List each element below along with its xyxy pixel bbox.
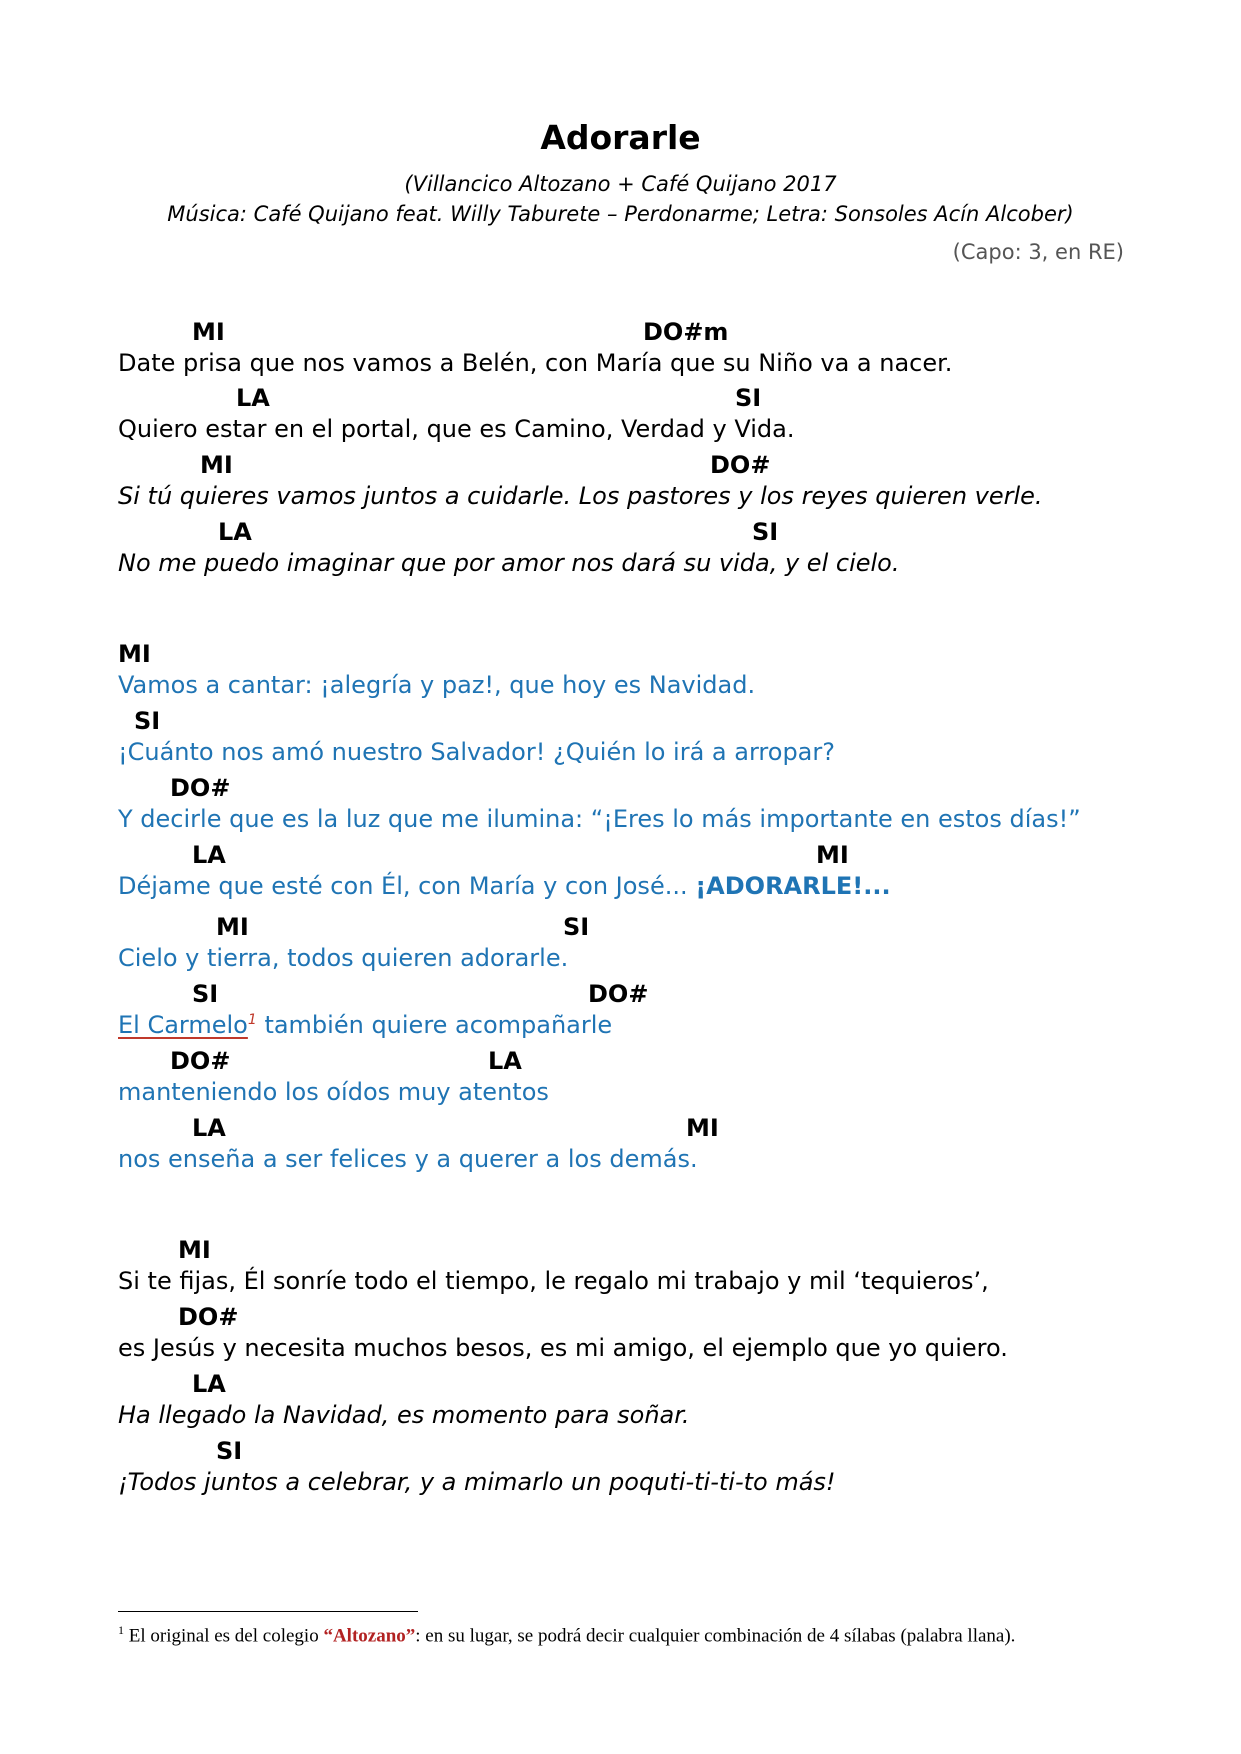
verse-2-line-1: [118, 1235, 989, 1297]
lyric-text: Déjame que esté con Él, con María y con José...: [118, 872, 688, 900]
song-title: Adorarle: [540, 118, 701, 157]
verse-2-line-2: [118, 1302, 1008, 1364]
verse-1-line-4: [118, 517, 899, 579]
chorus-line-3: [118, 773, 1081, 835]
chord: LA: [488, 1047, 522, 1075]
lyric-line: es Jesús y necesita muchos besos, es mi amigo, el ejemplo que yo quiero.: [118, 1334, 1008, 1362]
chord: MI: [816, 841, 849, 869]
chord-row: [118, 840, 891, 870]
lyric-line: Si tú quieres vamos juntos a cuidarle. Los pastores y los reyes quieren verle.: [118, 482, 1043, 510]
chorus-line-2: [118, 706, 835, 768]
chord: SI: [752, 518, 779, 546]
chorus-line-1: [118, 639, 755, 701]
lyric-line: Cielo y tierra, todos quieren adorarle.: [118, 944, 569, 972]
footnote-reference: 1: [247, 1012, 257, 1028]
chord: DO#m: [643, 318, 729, 346]
chord: MI: [178, 1236, 211, 1264]
verse-2-line-3: [118, 1369, 690, 1431]
chord-row: [118, 912, 590, 942]
chord-row: [118, 639, 755, 669]
chord: DO#: [170, 1047, 231, 1075]
chord-row: [118, 773, 1081, 803]
chord: DO#: [178, 1303, 239, 1331]
verse-1-line-1: [118, 317, 952, 379]
chord: SI: [735, 384, 762, 412]
lyric-text: también quiere acompañarle: [264, 1011, 613, 1039]
chord-row: [118, 1369, 690, 1399]
chord-row: [118, 979, 649, 1009]
chord-row: [118, 450, 1043, 480]
chord: DO#: [588, 980, 649, 1008]
chord: MI: [192, 318, 225, 346]
chord: MI: [216, 913, 249, 941]
chorus-line-8: [118, 1113, 719, 1175]
lyric-line: No me puedo imaginar que por amor nos dará su vida, y el cielo.: [118, 549, 900, 577]
chorus-line-6: [118, 979, 649, 1041]
chord: DO#: [710, 451, 771, 479]
lyric-line: manteniendo los oídos muy atentos: [118, 1078, 549, 1106]
chord: MI: [200, 451, 233, 479]
chord-row: [118, 317, 952, 347]
chord-row: [118, 1113, 719, 1143]
chord: MI: [686, 1114, 719, 1142]
lyric-line: nos enseña a ser felices y a querer a los demás.: [118, 1145, 698, 1173]
chord: LA: [192, 1370, 226, 1398]
chord: SI: [563, 913, 590, 941]
footnote-text-before: El original es del colegio: [128, 1625, 319, 1647]
lyric-line: Si te fijas, Él sonríe todo el tiempo, le regalo mi trabajo y mil ‘tequieros’,: [118, 1267, 989, 1295]
subtitle-line-2: Música: Café Quijano feat. Willy Taburete – Perdonarme; Letra: Sonsoles Acín Alcober): [167, 202, 1074, 226]
chord: LA: [192, 1114, 226, 1142]
chord-row: [118, 1436, 836, 1466]
adorarle-emphasis: ¡ADORARLE!...: [695, 872, 891, 900]
lyric-line: Quiero estar en el portal, que es Camino, Verdad y Vida.: [118, 415, 795, 443]
footnote-number: 1: [118, 1623, 124, 1637]
chord: MI: [118, 640, 151, 668]
chorus-line-4: [118, 840, 891, 902]
capo-note: (Capo: 3, en RE): [952, 240, 1124, 264]
footnote-school-name: “Altozano”: [323, 1625, 416, 1647]
lyric-line: Y decirle que es la luz que me ilumina: “¡Eres lo más importante en estos días!”: [118, 805, 1081, 833]
footnote-text-after: : en su lugar, se podrá decir cualquier combinación de 4 sílabas (palabra llana).: [415, 1625, 1016, 1647]
chord: LA: [218, 518, 252, 546]
chord: LA: [236, 384, 270, 412]
chord: SI: [192, 980, 219, 1008]
chord-row: [118, 706, 835, 736]
lyric-line: [118, 1009, 612, 1041]
lyric-line: Vamos a cantar: ¡alegría y paz!, que hoy es Navidad.: [118, 671, 756, 699]
chord: SI: [216, 1437, 243, 1465]
chord-row: [118, 1046, 549, 1076]
chord-row: [118, 1302, 1008, 1332]
chord: LA: [192, 841, 226, 869]
chord-row: [118, 383, 795, 413]
lyric-line: Ha llegado la Navidad, es momento para soñar.: [118, 1401, 690, 1429]
chord-row: [118, 517, 899, 547]
verse-2-line-4: [118, 1436, 836, 1498]
chorus-line-5: [118, 912, 590, 974]
lyric-line: Date prisa que nos vamos a Belén, con María que su Niño va a nacer.: [118, 349, 953, 377]
verse-1-line-3: [118, 450, 1043, 512]
footnote: [118, 1617, 1015, 1649]
lyric-line: ¡Cuánto nos amó nuestro Salvador! ¿Quién lo irá a arropar?: [118, 738, 835, 766]
chord: SI: [134, 707, 161, 735]
subtitle-line-1: (Villancico Altozano + Café Quijano 2017: [404, 172, 837, 196]
chorus-line-7: [118, 1046, 549, 1108]
footnote-separator: [118, 1611, 418, 1612]
verse-1-line-2: [118, 383, 795, 445]
chord-row: [118, 1235, 989, 1265]
chord: DO#: [170, 774, 231, 802]
el-carmelo-text: El Carmelo: [118, 1011, 248, 1039]
lyric-line: [118, 870, 891, 902]
lyric-line: ¡Todos juntos a celebrar, y a mimarlo un poquti-ti-ti-to más!: [118, 1468, 836, 1496]
